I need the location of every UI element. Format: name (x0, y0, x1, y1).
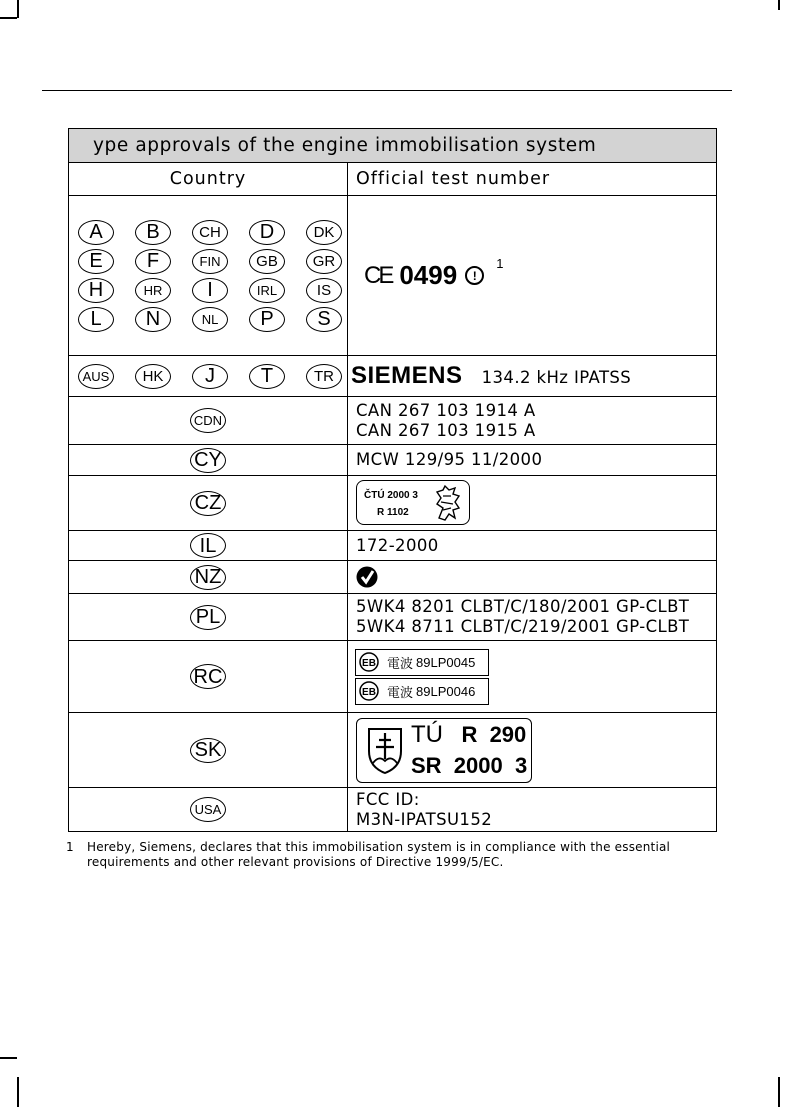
slovak-shield-icon (365, 725, 405, 775)
siemens-frequency: 134.2 kHz IPATSS (481, 368, 632, 387)
country-oval: RC (190, 664, 226, 689)
number-line: 5WK4 8201 CLBT/C/180/2001 GP-CLBT (356, 597, 690, 616)
table-row (69, 531, 717, 561)
ctu-approval-box (356, 480, 470, 525)
country-oval: GR (306, 249, 342, 274)
country-oval: PL (190, 605, 226, 630)
siemens-cell (348, 356, 717, 397)
country-cell (69, 476, 348, 531)
number-line: 172-2000 (356, 535, 439, 555)
number-cell (348, 594, 717, 641)
table-row (69, 356, 717, 397)
ce-number: 0499 (399, 260, 458, 290)
eu-country-cell (69, 196, 348, 356)
country-oval: H (78, 278, 114, 303)
table-row (69, 561, 717, 594)
header-official-number: Official test number (348, 163, 717, 196)
country-oval: DK (306, 220, 342, 245)
country-oval: TR (306, 364, 342, 389)
footnote-text: Hereby, Siemens, declares that this immobilisation system is in compliance with the essential requirements and other relevant provisions of Directive 1999/5/EC. (87, 840, 671, 869)
country-oval: GB (249, 249, 285, 274)
country-oval: NZ (190, 565, 226, 590)
table-row (69, 445, 717, 476)
header-country: Country (69, 163, 348, 196)
crop-mark (17, 1077, 19, 1107)
header-rule (42, 90, 732, 91)
type-approval-table (68, 128, 717, 832)
table-title: ype approvals of the engine immobilisation system (69, 129, 717, 163)
country-oval: HK (135, 364, 171, 389)
eb-logo-text: EB (362, 658, 376, 669)
ce-mark-cell (348, 196, 717, 356)
eb-logo-text: EB (362, 687, 376, 698)
footnote-ref: 1 (496, 256, 504, 271)
number-line: 5WK4 8711 CLBT/C/219/2001 GP-CLBT (356, 617, 690, 636)
table-row (69, 594, 717, 641)
country-oval: USA (190, 797, 226, 822)
sk-approval-box (356, 718, 532, 783)
eb-logo-icon (359, 681, 379, 701)
country-oval: B (135, 220, 171, 245)
crop-mark (778, 1077, 780, 1107)
ce-symbol: CE (364, 261, 392, 289)
country-oval: AUS (78, 364, 114, 389)
footnote (66, 840, 726, 870)
eb-logo-icon (359, 652, 379, 672)
table-title-row (69, 129, 717, 163)
country-oval: CH (192, 220, 228, 245)
country-cell (69, 788, 348, 832)
number-cell (348, 561, 717, 594)
country-oval: T (249, 364, 285, 389)
number-cell (348, 713, 717, 788)
crop-mark (0, 17, 17, 19)
ctu-line2: R 1102 (377, 507, 409, 518)
number-cell (348, 788, 717, 832)
sk-line1b: R 290 (461, 721, 527, 747)
rc-code: 89LP0046 (416, 683, 476, 699)
country-oval: IL (190, 533, 226, 558)
table-row (69, 713, 717, 788)
country-oval: NL (192, 307, 228, 332)
table-row (69, 476, 717, 531)
siemens-logo: SIEMENS (351, 362, 463, 389)
table-row (69, 397, 717, 445)
asia-country-grid (69, 358, 347, 395)
rc-chars: 電波 (387, 655, 414, 671)
country-oval: D (249, 220, 285, 245)
sk-line2: SR 2000 3 (411, 752, 528, 778)
country-oval: L (78, 307, 114, 332)
country-oval: F (135, 249, 171, 274)
country-oval: A (78, 220, 114, 245)
footnote-number: 1 (66, 840, 74, 854)
country-oval: I (192, 278, 228, 303)
rc-approval-box (355, 649, 489, 676)
rc-code: 89LP0045 (416, 654, 476, 670)
sk-line1a: TÚ (411, 720, 443, 748)
country-oval: SK (190, 738, 226, 763)
country-oval: E (78, 249, 114, 274)
country-oval: N (135, 307, 171, 332)
table-header-row (69, 163, 717, 196)
ctu-line1: ČTÚ 2000 3 (364, 490, 418, 501)
crop-mark (17, 0, 19, 18)
country-cell (69, 713, 348, 788)
country-oval: CZ (190, 491, 226, 516)
country-oval: P (249, 307, 285, 332)
country-oval: CDN (190, 408, 226, 433)
number-line: MCW 129/95 11/2000 (356, 450, 543, 469)
c-tick-icon (356, 566, 378, 588)
country-oval: S (306, 307, 342, 332)
table-row (69, 641, 717, 713)
country-oval: HR (135, 278, 171, 303)
country-cell (69, 561, 348, 594)
number-cell (348, 397, 717, 445)
number-cell (348, 476, 717, 531)
country-cell (69, 531, 348, 561)
country-cell (69, 397, 348, 445)
rc-approval-box (355, 678, 489, 705)
country-cell (69, 594, 348, 641)
ce-mark (364, 256, 504, 291)
eu-country-grid (69, 213, 347, 339)
rc-chars: 電波 (387, 684, 414, 700)
country-cell (69, 445, 348, 476)
crop-mark (0, 1057, 17, 1059)
country-oval: CY (190, 448, 226, 473)
country-cell (69, 641, 348, 713)
table-row (69, 196, 717, 356)
country-oval: IS (306, 278, 342, 303)
table-row (69, 788, 717, 832)
number-line: CAN 267 103 1915 A (356, 420, 536, 440)
asia-country-cell (69, 356, 348, 397)
number-line: CAN 267 103 1914 A (356, 400, 536, 420)
number-cell (348, 445, 717, 476)
country-oval: FIN (192, 249, 228, 274)
alert-icon: ! (465, 266, 484, 285)
number-line: M3N-IPATSU152 (356, 809, 493, 829)
country-oval: J (192, 364, 228, 389)
number-line: FCC ID: (356, 789, 420, 809)
czech-lion-icon (429, 484, 465, 522)
crop-mark (778, 0, 780, 10)
country-oval: IRL (249, 278, 285, 303)
number-cell (348, 531, 717, 561)
number-cell (348, 641, 717, 713)
